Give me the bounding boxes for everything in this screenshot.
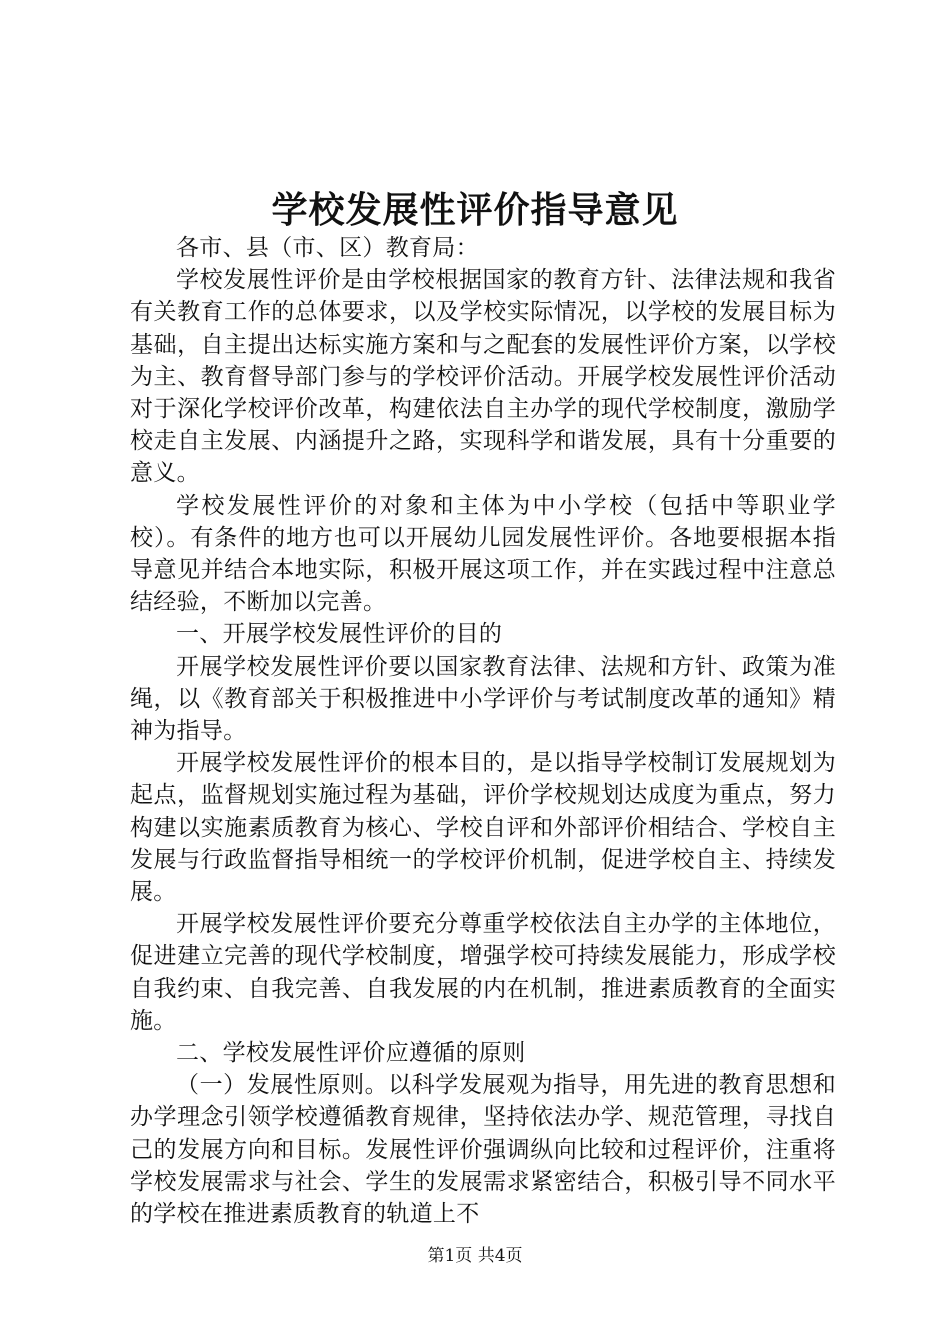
body-paragraph: （一）发展性原则。以科学发展观为指导，用先进的教育思想和办学理念引领学校遵循教育规律，坚持依法办学、规范管理，寻找自己的发展方向和目标。发展性评价强调纵向比较和过程评价，注重将学校发展需求与社会、学生的发展需求紧密结合，积极引导不同水平的学校在推进素质教育的轨道上不 [130,1072,836,1228]
body-paragraph: 开展学校发展性评价要充分尊重学校依法自主办学的主体地位，促进建立完善的现代学校制度，增强学校可持续发展能力，形成学校自我约束、自我完善、自我发展的内在机制，推进素质教育的全面实施。 [130,911,836,1034]
body-paragraph: 学校发展性评价是由学校根据国家的教育方针、法律法规和我省有关教育工作的总体要求，以及学校实际情况，以学校的发展目标为基础，自主提出达标实施方案和与之配套的发展性评价方案，以学校为主、教育督导部门参与的学校评价活动。开展学校发展性评价活动对于深化学校评价改革，构建依法自主办学的现代学校制度，激励学校走自主发展、内涵提升之路，实现科学和谐发展，具有十分重要的意义。 [130,267,836,487]
body-paragraph: 学校发展性评价的对象和主体为中小学校（包括中等职业学校）。有条件的地方也可以开展幼儿园发展性评价。各地要根据本指导意见并结合本地实际，积极开展这项工作，并在实践过程中注意总结经验，不断加以完善。 [130,492,836,616]
document-title: 学校发展性评价指导意见 [271,189,679,231]
body-paragraph: 开展学校发展性评价的根本目的，是以指导学校制订发展规划为起点，监督规划实施过程为基础，评价学校规划达成度为重点，努力构建以实施素质教育为核心、学校自评和外部评价相结合、学校自主发展与行政监督指导相统一的学校评价机制，促进学校自主、持续发展。 [130,750,836,906]
salutation-paragraph: 各市、县（市、区）教育局： [176,235,479,261]
body-paragraph: 开展学校发展性评价要以国家教育法律、法规和方针、政策为准绳，以《教育部关于积极推进中小学评价与考试制度改革的通知》精神为指导。 [130,653,836,745]
section-heading: 二、学校发展性评价应遵循的原则 [176,1040,526,1067]
document-body [130,232,836,1230]
page-number-footer: 第1页 共4页 [427,1246,523,1266]
section-heading: 一、开展学校发展性评价的目的 [176,621,503,648]
